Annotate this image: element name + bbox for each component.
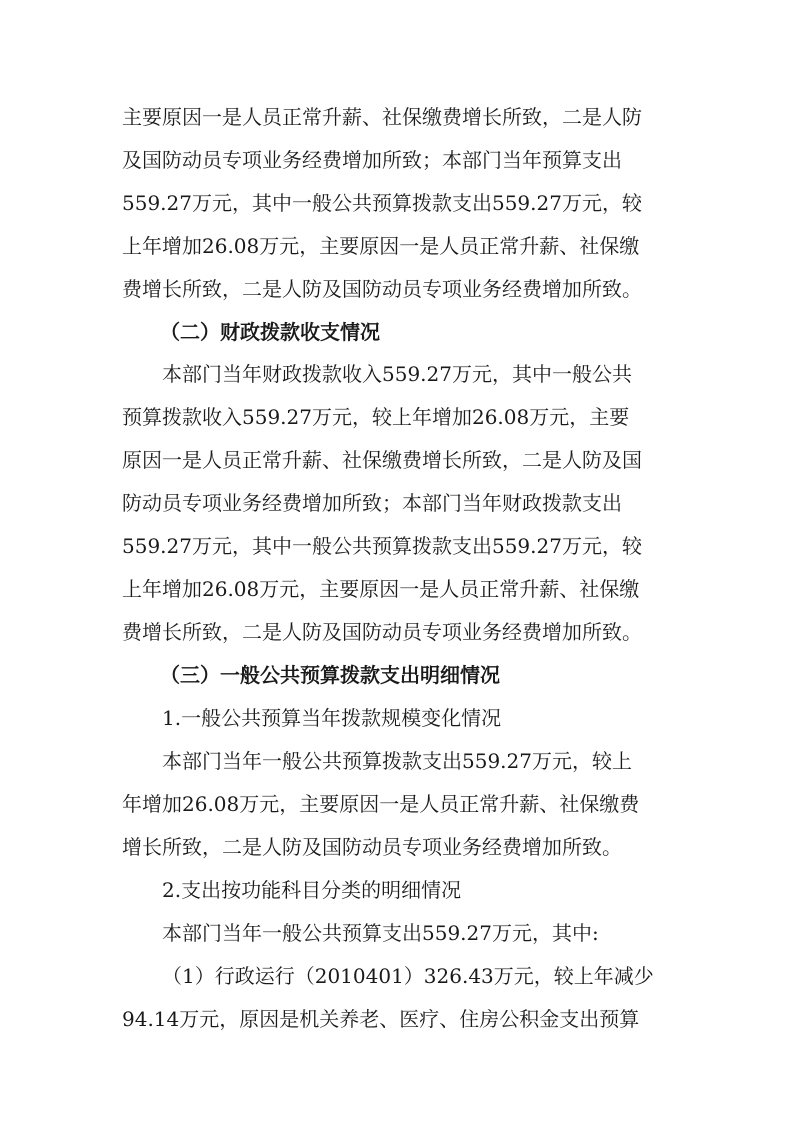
paragraph-line: 费增长所致，二是人防及国防动员专项业务经费增加所致。 (122, 620, 642, 644)
paragraph-line: 年增加26.08万元，主要原因一是人员正常升薪、社保缴费 (122, 792, 640, 816)
paragraph-line: 94.14万元，原因是机关养老、医疗、住房公积金支出预算 (122, 1007, 640, 1031)
paragraph-line: 本部门当年财政拨款收入559.27万元，其中一般公共 (162, 362, 632, 386)
paragraph-line: 防动员专项业务经费增加所致；本部门当年财政拨款支出 (122, 491, 622, 515)
paragraph-line: 559.27万元，其中一般公共预算拨款支出559.27万元，较 (122, 191, 642, 215)
paragraph-line: 及国防动员专项业务经费增加所致；本部门当年预算支出 (122, 148, 622, 172)
paragraph-line: 559.27万元，其中一般公共预算拨款支出559.27万元，较 (122, 534, 642, 558)
paragraph-line: 增长所致，二是人防及国防动员专项业务经费增加所致。 (122, 835, 622, 859)
paragraph-line: 上年增加26.08万元，主要原因一是人员正常升薪、社保缴 (122, 234, 640, 258)
paragraph-line: 本部门当年一般公共预算支出559.27万元，其中: (162, 921, 599, 945)
paragraph-line: 预算拨款收入559.27万元，较上年增加26.08万元，主要 (122, 405, 630, 429)
paragraph-line: 费增长所致，二是人防及国防动员专项业务经费增加所致。 (122, 277, 642, 301)
paragraph-line: 本部门当年一般公共预算拨款支出559.27万元，较上 (162, 749, 632, 773)
subsection-heading: 1.一般公共预算当年拨款规模变化情况 (162, 706, 502, 730)
subsection-heading: 2.支出按功能科目分类的明细情况 (162, 878, 462, 902)
paragraph-line: 上年增加26.08万元，主要原因一是人员正常升薪、社保缴 (122, 577, 640, 601)
paragraph-line: 主要原因一是人员正常升薪、社保缴费增长所致，二是人防 (122, 105, 642, 129)
paragraph-line: （1）行政运行（2010401）326.43万元，较上年减少 (162, 964, 654, 988)
section-heading: （三）一般公共预算拨款支出明细情况 (160, 663, 500, 687)
section-heading: （二）财政拨款收支情况 (160, 320, 380, 344)
paragraph-line: 原因一是人员正常升薪、社保缴费增长所致，二是人防及国 (122, 448, 642, 472)
